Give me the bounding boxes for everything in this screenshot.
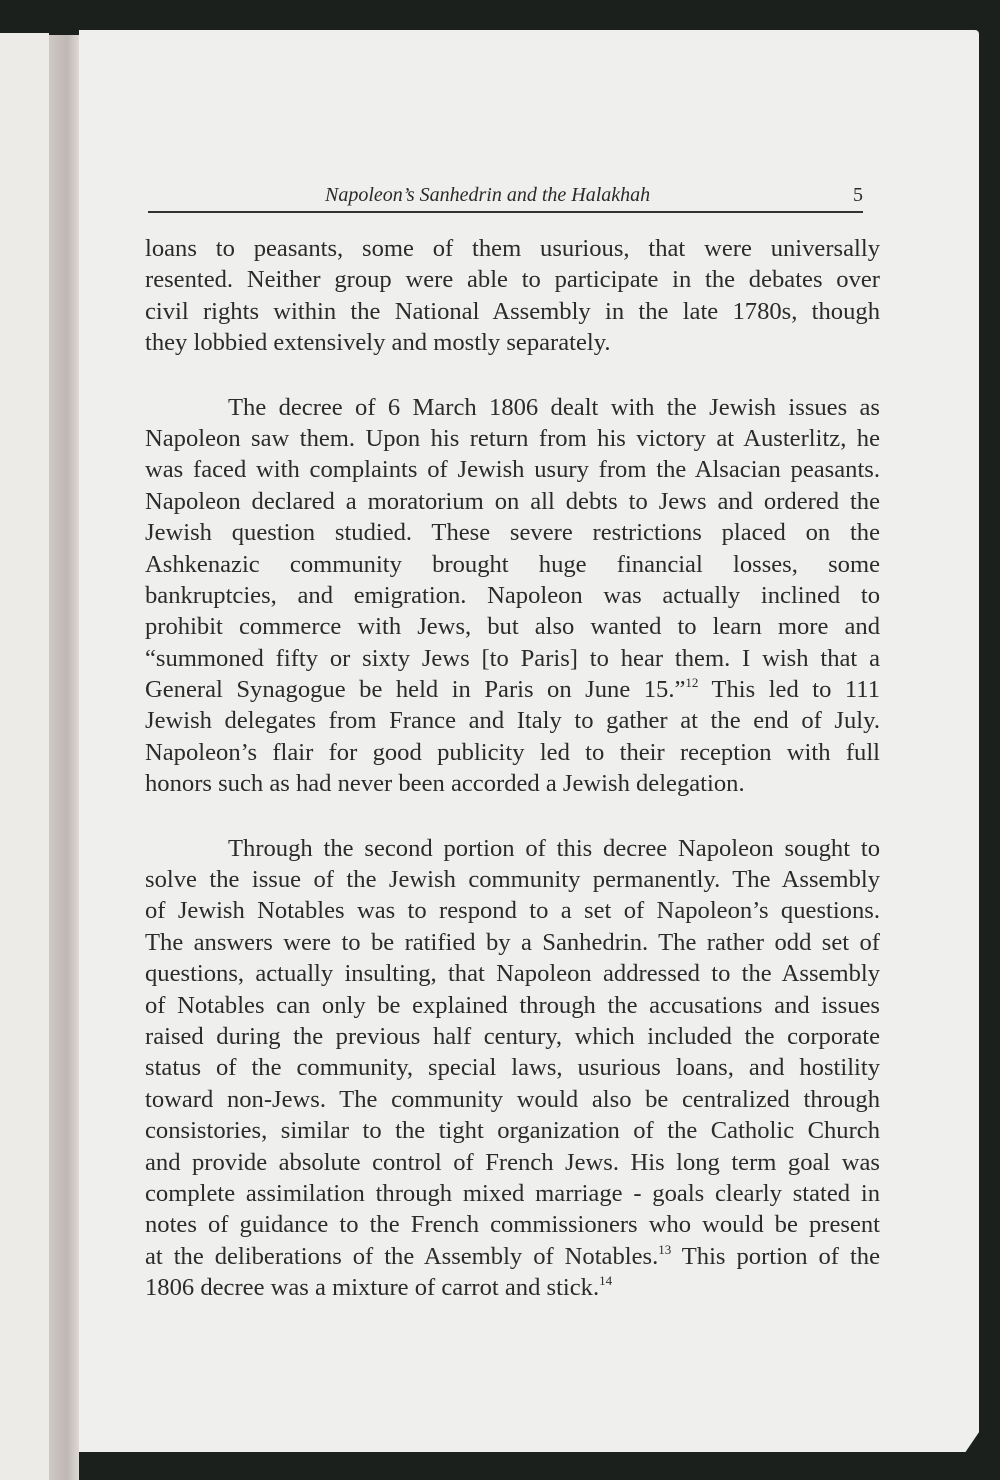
text-line [145,580,880,611]
text-line [145,927,880,958]
line-text: honors such as had never been accorded a Jewish delegation. [145,770,745,798]
text-line [145,1115,880,1146]
text-line [145,233,880,264]
text-line [145,392,880,423]
running-header-title: Napoleon’s Sanhedrin and the Halakhah [325,184,651,206]
line-text: of Jewish Notables was to respond to a set of Napoleon’s questions. [145,897,880,925]
text-line [145,1147,880,1178]
line-text: of Notables can only be explained through the accusations and issues [145,991,880,1019]
text-line [145,1084,880,1115]
text-line [145,705,880,736]
text-line [145,674,880,705]
text-line [145,1052,880,1083]
line-text: loans to peasants, some of them usurious, that were universally [145,235,880,262]
text-line [145,296,880,327]
book-gutter [49,35,79,1480]
line-text: solve the issue of the Jewish community permanently. The Assembly [145,866,880,894]
line-text: Napoleon saw them. Upon his return from his victory at Austerlitz, he [145,424,880,452]
footnote-marker[interactable]: 12 [685,675,699,691]
line-text: questions, actually insulting, that Napoleon addressed to the Assembly [145,960,880,988]
line-text: Jewish delegates from France and Italy to gather at the end of July. [145,707,880,735]
line-text: 1806 decree was a mixture of carrot and stick. [145,1274,600,1302]
line-text: The decree of 6 March 1806 dealt with the Jewish issues as [228,393,880,421]
text-line [145,327,880,358]
text-line [145,1021,880,1052]
line-text: status of the community, special laws, usurious loans, and hostility [145,1054,880,1082]
footnote-marker[interactable]: 14 [599,1273,613,1289]
line-text: bankruptcies, and emigration. Napoleon was actually inclined to [145,581,880,609]
line-text: consistories, similar to the tight organization of the Catholic Church [145,1117,880,1145]
line-text: Napoleon’s flair for good publicity led to their reception with full [145,738,880,766]
line-text: notes of guidance to the French commissioners who would be present [145,1211,880,1239]
text-line [145,1209,880,1240]
body-text [145,233,880,1337]
text-line [145,737,880,768]
text-line [145,1241,880,1272]
line-text: Through the second portion of this decree Napoleon sought to [228,834,880,862]
text-line [145,958,880,989]
running-header [148,184,863,213]
page-number: 5 [853,184,863,206]
text-line [145,833,880,864]
text-line [145,643,880,674]
paragraph [145,392,880,800]
line-text: complete assimilation through mixed marriage - goals clearly stated in [145,1179,880,1207]
line-text: Jewish question studied. These severe restrictions placed on the [145,519,880,547]
line-text: The answers were to be ratified by a Sanhedrin. The rather odd set of [145,928,880,956]
line-text: and provide absolute control of French Jews. His long term goal was [145,1148,880,1176]
text-line [145,895,880,926]
line-text: toward non-Jews. The community would also be centralized through [145,1085,880,1113]
text-line [145,990,880,1021]
line-text: at the deliberations of the Assembly of Notables. [145,1242,659,1270]
text-line [145,1272,880,1303]
line-text: they lobbied extensively and mostly separately. [145,329,611,357]
text-line [145,864,880,895]
text-line [145,486,880,517]
line-text: Napoleon declared a moratorium on all debts to Jews and ordered the [145,487,880,515]
text-line [145,549,880,580]
line-text: was faced with complaints of Jewish usury from the Alsacian peasants. [145,456,880,484]
text-line [145,768,880,799]
line-text: This led to 111 [698,676,880,704]
facing-page-edge [0,33,49,1480]
line-text: raised during the previous half century, which included the corporate [145,1022,880,1050]
text-line [145,611,880,642]
line-text: Ashkenazic community brought huge financial losses, some [145,550,880,578]
text-line [145,454,880,485]
paragraph [145,833,880,1304]
text-line [145,1178,880,1209]
line-text: resented. Neither group were able to participate in the debates over [145,266,880,294]
paragraph [145,233,880,359]
text-line [145,264,880,295]
line-text: This portion of the [671,1242,880,1270]
text-line [145,423,880,454]
footnote-marker[interactable]: 13 [658,1241,672,1257]
line-text: General Synagogue be held in Paris on June 15.” [145,676,686,704]
line-text: prohibit commerce with Jews, but also wanted to learn more and [145,613,880,641]
line-text: civil rights within the National Assembly in the late 1780s, though [145,297,880,325]
line-text: “summoned fifty or sixty Jews [to Paris] to hear them. I wish that a [145,644,880,672]
text-line [145,517,880,548]
